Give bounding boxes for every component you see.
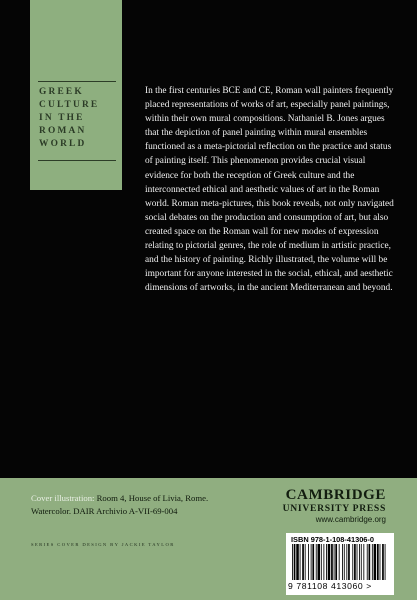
barcode-bar — [363, 544, 364, 580]
barcode-bar — [377, 544, 379, 580]
barcode-bar — [305, 544, 306, 580]
book-description: In the first centuries BCE and CE, Roman wall painters frequently placed representations of works of art, especially panel paintings, within their own mural compositions. Nathaniel B. Jones argues that the depiction of panel painting within mural ensembles functioned as a meta-pictorial reflection on the practice and status of painting itself. This phenomenon provides crucial visual evidence for both the reception of Greek culture and the interconnected ethical and aesthetic values of art in the Roman world. Roman meta-pictures, this book reveals, not only navigated social debates on the production and consumption of art, but also created space on the Roman wall for new modes of expression relating to pictorial genres, the role of medium in artistic practice, and the history of painting. Richly illustrated, the volume will be important for anyone interested in the social, ethical, and aesthetic dimensions of artworks, in the ancient Mediterranean and beyond. — [145, 86, 394, 294]
barcode-bar — [346, 544, 347, 580]
barcode-bar — [359, 544, 360, 580]
barcode-bar — [323, 544, 324, 580]
barcode-bar — [334, 544, 335, 580]
cover-credit-lead: Cover illustration: — [31, 493, 95, 503]
publisher-subtitle: UNIVERSITY PRESS — [282, 503, 386, 514]
barcode-bar — [344, 544, 345, 580]
barcode-bar — [316, 544, 317, 580]
barcode-bar — [335, 544, 337, 580]
barcode-bar — [300, 544, 301, 580]
publisher-name: CAMBRIDGE — [285, 487, 386, 503]
barcode-bar — [348, 544, 350, 580]
barcode-bar — [385, 544, 386, 580]
barcode — [286, 533, 394, 595]
barcode-bars — [290, 544, 390, 582]
barcode-bar — [361, 544, 362, 580]
series-title — [39, 86, 119, 151]
barcode-bar — [382, 544, 384, 580]
barcode-bar — [339, 544, 340, 580]
series-title-line-1: GREEK — [39, 87, 84, 97]
barcode-bar — [328, 544, 331, 580]
publisher-logo — [260, 488, 386, 525]
barcode-bar — [380, 544, 381, 580]
series-title-line-3: IN THE — [39, 113, 85, 123]
series-title-line-4: ROMAN — [39, 126, 87, 136]
series-panel — [30, 0, 122, 190]
barcode-bar — [367, 544, 368, 580]
series-design-credit: SERIES COVER DESIGN BY JACKIE TAYLOR — [31, 542, 175, 547]
isbn-label: ISBN 978-1-108-41306-0 — [291, 535, 374, 544]
barcode-bar — [294, 544, 296, 580]
barcode-bar — [296, 544, 299, 580]
barcode-bar — [357, 544, 358, 580]
barcode-bar — [292, 544, 293, 580]
barcode-bar — [302, 544, 304, 580]
barcode-bar — [372, 544, 373, 580]
barcode-digits: 9 781108 413060 > — [288, 581, 372, 591]
barcode-bar — [308, 544, 309, 580]
barcode-bar — [312, 544, 314, 580]
barcode-bar — [318, 544, 321, 580]
barcode-bar — [311, 544, 312, 580]
series-title-line-2: CULTURE — [39, 100, 100, 110]
barcode-bar — [352, 544, 353, 580]
publisher-url: www.cambridge.org — [315, 515, 386, 524]
barcode-bar — [342, 544, 343, 580]
series-title-line-5: WORLD — [39, 139, 87, 149]
barcode-bar — [369, 544, 371, 580]
cover-credit-text: Room 4, House of Livia, Rome. Watercolor. DAIR Archivio A-VII-69-004 — [31, 493, 209, 516]
barcode-bar — [326, 544, 327, 580]
cover-illustration-credit — [31, 492, 231, 517]
series-rule-top — [38, 81, 116, 82]
barcode-bar — [354, 544, 356, 580]
barcode-bar — [321, 544, 322, 580]
barcode-bar — [331, 544, 333, 580]
bottom-band — [0, 478, 417, 600]
series-rule-bottom — [38, 160, 116, 161]
barcode-bar — [374, 544, 377, 580]
